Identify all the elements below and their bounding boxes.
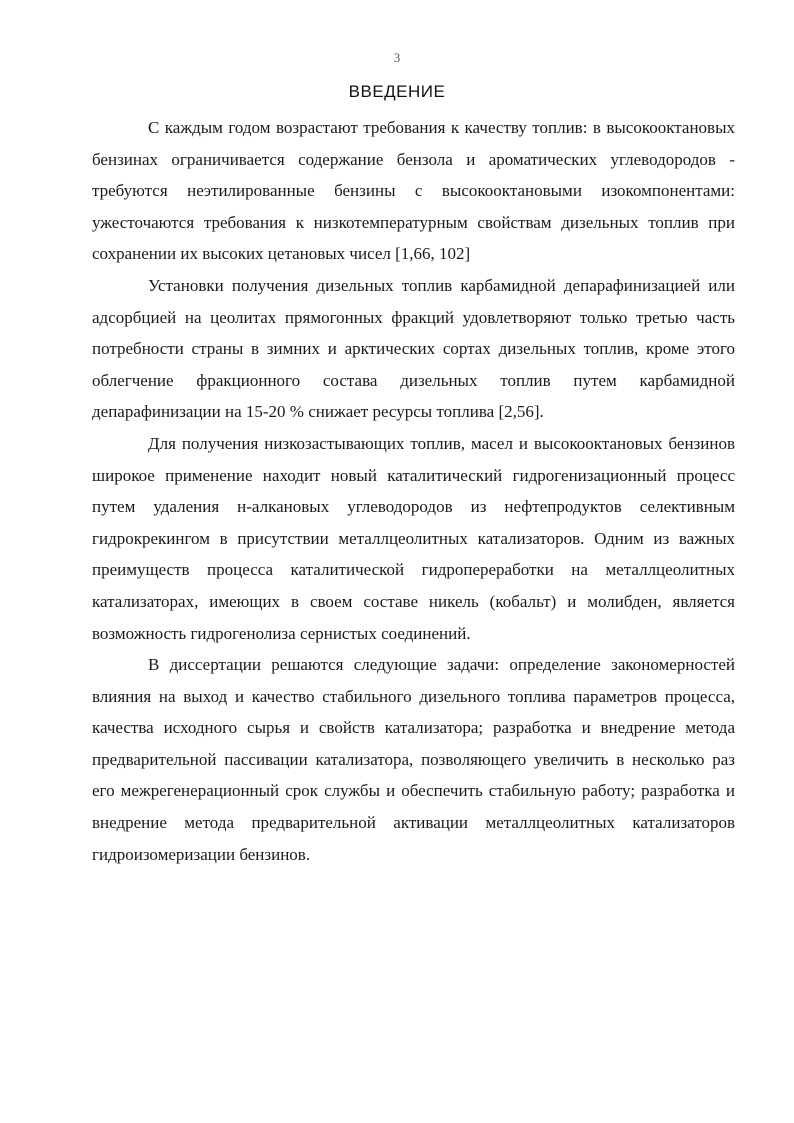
paragraph: Установки получения дизельных топлив карбамидной депарафинизацией или адсорбцией на цеолитах прямогонных фракций удовлетворяют только третью часть потребности страны в зимних и арктических сортах дизельных топлив, кроме этого облегчение фракционного состава дизельных топлив путем карбамидной депарафинизации на 15-20 % снижает ресурсы топлива [2,56]. [92, 275, 735, 422]
paragraph: С каждым годом возрастают требования к качеству топлив: в высокооктановых бензинах ограничивается содержание бензола и ароматических углеводородов - требуются неэтилированные бензины с высокооктановыми изокомпонентами: ужесточаются требования к низкотемпературным свойствам дизельных топлив при сохранении их высоких цетановых чисел [1,66, 102] [92, 118, 735, 264]
paragraph: В диссертации решаются следующие задачи: определение закономерностей влияния на выход и качество стабильного дизельного топлива параметров процесса, качества исходного сырья и свойств катализатора; разработка и внедрение метода предварительной пассивации катализатора, позволяющего увеличить в несколько раз его межрегенерационный срок службы и обеспечить стабильную работу; разработка и внедрение метода предварительной активации металлцеолитных катализаторов гидроизомеризации бензинов. [92, 655, 735, 864]
paragraph: Для получения низкозастывающих топлив, масел и высокооктановых бензинов широкое применение находит новый каталитический гидрогенизационный процесс путем удаления н-алкановых углеводородов из нефтепродуктов селективным гидрокрекингом в присутствии металлцеолитных катализаторов. Одним из важных преимуществ процесса каталитической гидропереработки на металлцеолитных катализаторах, имеющих в своем составе никель (кобальт) и молибден, является возможность гидрогенолиза сернистых соединений. [92, 433, 735, 643]
section-heading: ВВЕДЕНИЕ [348, 82, 446, 101]
page-number: 3 [393, 50, 401, 65]
body-text [92, 112, 735, 870]
